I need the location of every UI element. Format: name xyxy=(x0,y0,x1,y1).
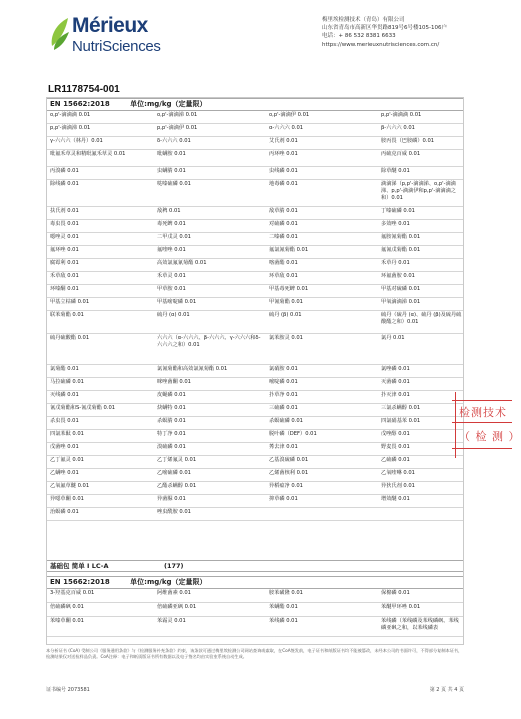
table-cell: 禾草灵 0.01 xyxy=(157,273,186,279)
table-cell: 高效氯氟氰菊酯 0.01 xyxy=(157,260,207,266)
table-cell: 灭菌磷 0.01 xyxy=(381,379,410,385)
table-cell: 氰戊菊酯和S-氰戊菊酯 0.01 xyxy=(50,405,116,411)
table-row xyxy=(47,180,463,207)
table-cell: 脱叶磷（DEF）0.01 xyxy=(269,431,317,437)
section2-unit: 单位:mg/kg（定量限） xyxy=(130,578,207,586)
stamp-text-line2: （ 检 测 ） xyxy=(459,430,521,443)
table-cell: 腐霉利 0.01 xyxy=(50,260,79,266)
table-cell: o,p'-滴滴滴 0.01 xyxy=(50,112,91,118)
brand-name-line2: NutriSciences xyxy=(72,38,161,55)
table-cell: 硫丹 (β) 0.01 xyxy=(269,312,302,318)
table-cell: 苯线磷（苯线磷及苯线磷砜、苯线磷亚砜之和，以苯线磷表 xyxy=(381,618,459,631)
table-row xyxy=(47,207,463,220)
company-info xyxy=(322,16,502,49)
table-cell: 野麦畏 0.01 xyxy=(381,444,410,450)
table-row xyxy=(47,137,463,150)
stamp-text-line1: 检测技术 xyxy=(459,406,507,419)
table-row xyxy=(47,124,463,137)
table-cell: 苯霜灵 0.01 xyxy=(157,618,186,624)
table-cell: 异噁草酮 0.01 xyxy=(50,496,84,502)
table-cell: 甲氰菊酯 0.01 xyxy=(269,299,303,305)
table-row xyxy=(47,603,463,617)
table-cell: p,p'-滴滴伊 0.01 xyxy=(157,125,198,131)
brand-name-line1: Mérieux xyxy=(72,14,148,37)
table-cell: 溴硫磷 0.01 xyxy=(157,444,186,450)
section2-standard: EN 15662:2018 xyxy=(50,578,110,586)
table-cell: 氟胺氰菊酯 0.01 xyxy=(381,234,421,240)
table-row xyxy=(47,404,463,417)
table-row xyxy=(47,430,463,443)
table-cell: 保棉磷 0.01 xyxy=(381,590,410,596)
table-cell: 莠去津 0.01 xyxy=(269,444,298,450)
table-cell: 特丁净 0.01 xyxy=(157,431,186,437)
table-cell: 环嗪酮 0.01 xyxy=(50,286,79,292)
table-cell: 增效醚 0.01 xyxy=(381,496,410,502)
table-row xyxy=(47,150,463,167)
table-row xyxy=(47,443,463,456)
table-cell: 杀螟硫磷 0.01 xyxy=(269,418,303,424)
table-cell: 乙嘧硫磷 0.01 xyxy=(157,470,191,476)
table-cell: 杀螟腈 0.01 xyxy=(157,418,186,424)
page-footer xyxy=(46,686,464,696)
table-cell: 抑草磷 0.01 xyxy=(269,496,298,502)
certificate-number: 证书编号 2073581 xyxy=(46,687,90,693)
report-header xyxy=(0,0,507,72)
table-cell: 毒死蜱 0.01 xyxy=(157,221,186,227)
table-cell: 地毒磷 0.01 xyxy=(269,181,298,187)
table-cell: 异菌脲 0.01 xyxy=(157,496,186,502)
table-cell: 敌草腈 0.01 xyxy=(269,208,298,214)
table-cell: 环草敌 0.01 xyxy=(269,273,298,279)
table-cell: 乙丁氟灵 0.01 xyxy=(50,457,84,463)
table-cell: 毒虫畏 0.01 xyxy=(50,221,79,227)
table-cell: 倍硫磷砜 0.01 xyxy=(50,604,84,610)
section1-header xyxy=(47,98,463,111)
table-cell: p,p'-滴滴涕 0.01 xyxy=(50,125,91,131)
table-cell: 禾草丹 0.01 xyxy=(381,260,410,266)
table-cell: 艾氏剂 0.01 xyxy=(269,138,298,144)
table-cell: 氟喹唑 0.01 xyxy=(157,247,186,253)
table-cell: 二甲戊灵 0.01 xyxy=(157,234,191,240)
results-table xyxy=(46,97,464,645)
table-cell: 杀虫畏 0.01 xyxy=(50,418,79,424)
table-cell: 滴滴涕（p,p'-滴滴涕、o,p'-滴滴涕、p,p'-滴滴伊和p,p'-滴滴滴之和）0.01 xyxy=(381,181,456,201)
table-cell: δ-六六六 0.01 xyxy=(157,138,191,144)
table-cell: 丙硫克百威 0.01 xyxy=(381,151,421,157)
table-cell: 禾草敌 0.01 xyxy=(50,273,79,279)
table-cell: 氟氰戊菊酯 0.01 xyxy=(381,247,421,253)
table-cell: 哒嗪硫磷 0.01 xyxy=(157,181,191,187)
table-row xyxy=(47,495,463,508)
table-cell: 氯硝胺 0.01 xyxy=(269,366,298,372)
table-cell: 氯唑磷 0.01 xyxy=(381,366,410,372)
table-cell: 唑虫酰胺 0.01 xyxy=(157,509,191,515)
group-label: 基础包 简单 I LC-A xyxy=(50,562,109,570)
table-cell: 虫线磷 0.01 xyxy=(269,168,298,174)
table-cell: 甲草胺 0.01 xyxy=(157,286,186,292)
company-name: 梅里埃检测技术（青岛）有限公司 xyxy=(322,17,405,23)
table-cell: γ-六六六（林丹）0.01 xyxy=(50,138,103,144)
table-cell: 治螟磷 0.01 xyxy=(50,509,79,515)
table-row xyxy=(47,111,463,124)
table-cell: 除草醚 0.01 xyxy=(381,168,410,174)
table-cell: 胺丙畏（巴胺磷）0.01 xyxy=(381,138,435,144)
table-cell: 二嗪磷 0.01 xyxy=(269,234,298,240)
table-cell: 硫丹（硫丹 (α)、硫丹 (β)及硫丹硫酸酯之和）0.01 xyxy=(381,312,462,325)
table-cell: 三硫磷 0.01 xyxy=(269,405,298,411)
table-cell: 吡氟禾草灵和精吡氟禾草灵 0.01 xyxy=(50,151,126,157)
table-cell: 乙基溴硫磷 0.01 xyxy=(269,457,309,463)
table-cell: 异狄氏剂 0.01 xyxy=(381,483,415,489)
table-cell: 虫螨腈 0.01 xyxy=(157,168,186,174)
company-phone: 电话：+ 86 532 8381 6633 xyxy=(322,33,396,40)
table-cell: 氟氯氰菊酯 0.01 xyxy=(269,247,309,253)
group-row xyxy=(47,560,463,572)
table-cell: 皮蝇磷 0.01 xyxy=(157,392,186,398)
table-row xyxy=(47,220,463,233)
table-row xyxy=(47,378,463,391)
table-cell: 异稻瘟净 0.01 xyxy=(269,483,303,489)
table-cell: 炔螨特 0.01 xyxy=(157,405,186,411)
table-cell: 阿维菌素 0.01 xyxy=(157,590,191,596)
table-cell: 甲基毒死蜱 0.01 xyxy=(269,286,309,292)
table-row xyxy=(47,508,463,521)
table-row xyxy=(47,285,463,298)
table-row xyxy=(47,617,463,637)
company-website: https://www.merieuxnutrisciences.com.cn/ xyxy=(322,41,440,48)
table-cell: 氯丹 0.01 xyxy=(381,335,405,341)
table-cell: 倍硫磷亚砜 0.01 xyxy=(157,604,197,610)
table-cell: 丙环唑 0.01 xyxy=(269,151,298,157)
table-row xyxy=(47,365,463,378)
table-cell: 喀菌酯 0.01 xyxy=(269,260,298,266)
table-cell: 戊菌唑 0.01 xyxy=(50,444,79,450)
table-cell: 乙丁烯氟灵 0.01 xyxy=(157,457,197,463)
table-cell: 环氟菌胺 0.01 xyxy=(381,273,415,279)
table-row xyxy=(47,259,463,272)
table-cell: p,p'-滴滴滴 0.01 xyxy=(381,112,422,118)
table-row xyxy=(47,469,463,482)
table-cell: 三氯杀螨醇 0.01 xyxy=(381,405,421,411)
table-cell: 六六六（α-六六六、β-六六六、γ-六六六和δ-六六六之和）0.01 xyxy=(157,335,261,348)
table-cell: 苯线磷 0.01 xyxy=(269,618,298,624)
table-cell: 对硫磷 0.01 xyxy=(269,221,298,227)
table-cell: 3-羟基克百威 0.01 xyxy=(50,590,95,596)
table-cell: 扑灭津 0.01 xyxy=(381,392,410,398)
footnote: 本分析证书 (CoA) 受制公司《服务通用条款》与《检测服务补充条款》约束，该条款可通过梅里埃检测公司网站查询或索取，在CoA签发前，电子证书和纸版证书均不能被篡改，未经本公司的书面许可，不得部分复制本证书，检测结果仅对送检样品负责。CoA注释：电子和纸质版证书所有数据以及电子签名均由实验室系统自动生成。 xyxy=(46,648,463,659)
table-cell: 乙烯菌核利 0.01 xyxy=(269,470,309,476)
table-cell: 氯菊酯 0.01 xyxy=(50,366,79,372)
table-cell: 敌稗 0.01 xyxy=(157,208,181,214)
page-number: 第 2 页 共 4 页 xyxy=(429,687,464,693)
table-cell: 乙氧喹啉 0.01 xyxy=(381,470,415,476)
table-row xyxy=(47,246,463,259)
table-cell: 乙氧氟草醚 0.01 xyxy=(50,483,90,489)
table-row xyxy=(47,272,463,285)
company-address: 山东省青岛市高新区华贯路819号6号楼105-106户 xyxy=(322,25,447,32)
section2-header xyxy=(47,576,463,589)
table-row xyxy=(47,589,463,603)
table-cell: 氟环唑 0.01 xyxy=(50,247,79,253)
table-cell: 灭线磷 0.01 xyxy=(50,392,79,398)
table-cell: 嘧啶磷 0.01 xyxy=(269,379,298,385)
section1-unit: 单位:mg/kg（定量限） xyxy=(130,100,207,108)
table-cell: α-六六六 0.01 xyxy=(269,125,304,131)
table-cell: 丁嗪硫磷 0.01 xyxy=(381,208,415,214)
table-cell: o,p'-滴滴伊 0.01 xyxy=(269,112,310,118)
table-row xyxy=(47,417,463,430)
table-cell: 胺苯磺隆 0.01 xyxy=(269,590,303,596)
table-cell: 多效唑 0.01 xyxy=(381,221,410,227)
table-cell: 乙螨唑 0.01 xyxy=(50,470,79,476)
table-cell: o,p'-滴滴涕 0.01 xyxy=(157,112,198,118)
table-cell: 硫丹 (α) 0.01 xyxy=(157,312,190,318)
table-cell: 噁唑灵 0.01 xyxy=(50,234,79,240)
table-cell: 乙酯杀螨醇 0.01 xyxy=(157,483,197,489)
table-cell: 苯螨酯 0.01 xyxy=(269,604,298,610)
table-cell: 苯嗪草酮 0.01 xyxy=(50,618,84,624)
table-cell: 咪唑菌酮 0.01 xyxy=(157,379,191,385)
table-cell: 苯醚甲环唑 0.01 xyxy=(381,604,421,610)
table-cell: 联苯菊酯 0.01 xyxy=(50,312,84,318)
table-row xyxy=(47,391,463,404)
table-cell: 甲基对硫磷 0.01 xyxy=(381,286,421,292)
section1-standard: EN 15662:2018 xyxy=(50,100,110,108)
table-cell: 甲基立枯磷 0.01 xyxy=(50,299,90,305)
table-row xyxy=(47,334,463,365)
table-cell: 丙溴磷 0.01 xyxy=(50,168,79,174)
table-row xyxy=(47,456,463,469)
table-cell: 四氯硝基苯 0.01 xyxy=(381,418,421,424)
table-cell: 除线磷 0.01 xyxy=(50,181,79,187)
table-cell: 氯苯胺灵 0.01 xyxy=(269,335,303,341)
table-row xyxy=(47,298,463,311)
table-cell: 氯氰菊酯和高效氯氰菊酯 0.01 xyxy=(157,366,228,372)
table-row xyxy=(47,311,463,334)
table-cell: 马拉硫磷 0.01 xyxy=(50,379,84,385)
table-cell: 扑草净 0.01 xyxy=(269,392,298,398)
report-id: LR1178754-001 xyxy=(48,84,120,95)
table-row xyxy=(47,233,463,246)
brand-logo xyxy=(48,14,178,58)
table-cell: 吡螨胺 0.01 xyxy=(157,151,186,157)
table-cell: β-六六六 0.01 xyxy=(381,125,415,131)
table-row xyxy=(47,482,463,495)
table-cell: 扶氏剂 0.01 xyxy=(50,208,79,214)
table-row xyxy=(47,167,463,180)
red-seal-stamp xyxy=(452,392,521,458)
table-cell: 甲氧滴滴涕 0.01 xyxy=(381,299,421,305)
leaf-logo-icon xyxy=(48,16,70,52)
group-count: (177) xyxy=(164,562,184,570)
table-cell: 四氯苯酞 0.01 xyxy=(50,431,84,437)
table-cell: 戊唑醇 0.01 xyxy=(381,431,410,437)
table-cell: 甲基嘧啶磷 0.01 xyxy=(157,299,197,305)
table-cell: 乙硫磷 0.01 xyxy=(381,457,410,463)
table-cell: 硫丹硫酸酯 0.01 xyxy=(50,335,90,341)
